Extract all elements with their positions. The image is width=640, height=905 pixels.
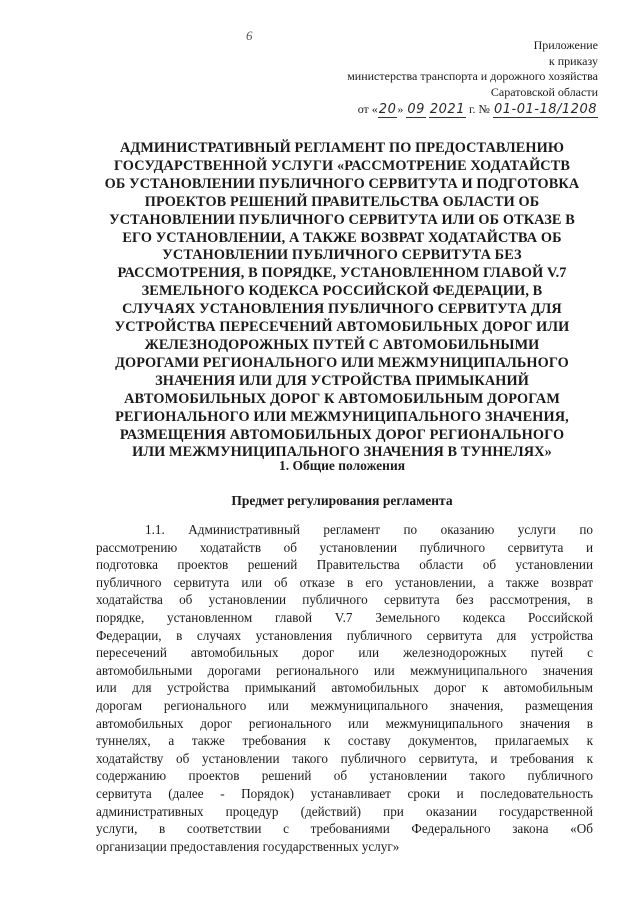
title-line: УСТРОЙСТВА ПЕРЕСЕЧЕНИЙ АВТОМОБИЛЬНЫХ ДОРОГ ИЛИ [114,319,570,336]
title-line: ИЛИ МЕЖМУНИЦИПАЛЬНОГО ЗНАЧЕНИЯ В ТУННЕЛЯХ» [132,444,552,461]
title-line: ЖЕЛЕЗНОДОРОЖНЫХ ПУТЕЙ С АВТОМОБИЛЬНЫМИ [144,336,540,353]
appendix-line: министерства транспорта и дорожного хозяйства [347,69,598,83]
appendix-block [298,38,598,118]
paragraph-1-1 [96,521,593,855]
title-line: РАЗМЕЩЕНИЯ АВТОМОБИЛЬНЫХ ДОРОГ РЕГИОНАЛЬНОГО [119,426,565,443]
paragraph-line: ходатайства об установлении публичного сервитута без рассмотрения, в [96,592,593,608]
document-title [96,140,588,462]
paragraph-line: автомобильными дорогами регионального или межмуниципального значения [96,662,593,678]
paragraph-line: услуги, в соответствии с требованиями Федерального закона «Об [96,821,593,837]
paragraph-line: содержанию проектов решений об установлении такого публичного [96,768,593,784]
title-line: ЕГО УСТАНОВЛЕНИИ, А ТАКЖЕ ВОЗВРАТ ХОДАТАЙСТВА ОБ [122,229,562,246]
page-mark: 6 [246,28,253,43]
paragraph-line: автомобильных дорог регионального или межмуниципального значения в [96,715,593,731]
order-number-handwritten: 01-01-18/1208 [494,102,597,117]
paragraph-line: дорогам регионального или межмуниципального значения, размещения [96,697,593,713]
title-line: СЛУЧАЯХ УСТАНОВЛЕНИЯ ПУБЛИЧНОГО СЕРВИТУТА ДЛЯ [122,301,562,318]
paragraph-line: туннелях, а также требования к составу документов, прилагаемых к [96,733,593,749]
title-line: РЕГИОНАЛЬНОГО ИЛИ МЕЖМУНИЦИПАЛЬНОГО ЗНАЧЕНИЯ, [115,408,569,425]
title-line: ЗНАЧЕНИЯ ИЛИ ДЛЯ УСТРОЙСТВА ПРИМЫКАНИЙ [155,372,529,389]
paragraph-line: Федерации, в случаях установления публичного сервитута для устройства [96,627,593,643]
order-reference [298,102,598,118]
appendix-line: Приложение [533,38,598,52]
paragraph-line: 1.1. Административный регламент по оказанию услуги по [145,522,593,537]
section-heading: 1. Общие положения [278,458,406,473]
title-line: УСТАНОВЛЕНИИ ПУБЛИЧНОГО СЕРВИТУТА БЕЗ [162,247,522,264]
order-day-handwritten: 20 [378,102,397,117]
title-line: АВТОМОБИЛЬНЫХ ДОРОГ К АВТОМОБИЛЬНЫМ ДОРОГАМ [124,390,560,407]
order-prefix: от « [357,102,378,116]
title-line: ЗЕМЕЛЬНОГО КОДЕКСА РОССИЙСКОЙ ФЕДЕРАЦИИ, В [141,283,543,300]
title-line: ПРОЕКТОВ РЕШЕНИЙ ПРАВИТЕЛЬСТВА ОБЛАСТИ ОБ [144,193,540,210]
paragraph-line: или для устройства примыканий автомобильных дорог к автомобильным [96,680,593,696]
order-suffix: г. № [465,102,491,116]
paragraph-line: организации предоставления государственных услуг» [96,838,400,854]
appendix-line: Саратовской области [490,84,598,99]
paragraph-line: публичного сервитута или об отказе в его установлении, а также возврат [96,574,593,590]
paragraph-line: порядке, установленном главой V.7 Земельного кодекса Российской [96,609,593,625]
subsection-heading: Предмет регулирования регламента [231,493,453,508]
paragraph-line: ходатайству об установлении такого публичного сервитута, и требования к [96,750,593,766]
order-mid: » [397,102,407,116]
appendix-line: к приказу [548,53,598,68]
order-year-handwritten: 2021 [429,102,465,117]
paragraph-line: подготовка проектов решений Правительства области об установлении [96,557,593,573]
order-month-handwritten: 09 [407,102,425,117]
title-line: ГОСУДАРСТВЕННОЙ УСЛУГИ «РАССМОТРЕНИЕ ХОДАТАЙСТВ [113,157,571,174]
title-line: АДМИНИСТРАТИВНЫЙ РЕГЛАМЕНТ ПО ПРЕДОСТАВЛЕНИЮ [119,140,565,156]
title-line: ДОРОГАМИ РЕГИОНАЛЬНОГО ИЛИ МЕЖМУНИЦИПАЛЬНОГО [115,354,569,371]
title-line: РАССМОТРЕНИЯ, В ПОРЯДКЕ, УСТАНОВЛЕННОМ ГЛАВОЙ V.7 [117,265,567,282]
paragraph-line: рассмотрению ходатайств об установлении публичного сервитута и [96,539,593,555]
title-line: УСТАНОВЛЕНИИ ПУБЛИЧНОГО СЕРВИТУТА ИЛИ ОБ ОТКАЗЕ В [109,211,575,228]
title-line: ОБ УСТАНОВЛЕНИИ ПУБЛИЧНОГО СЕРВИТУТА И ПОДГОТОВКА [104,175,580,192]
paragraph-line: сервитута (далее - Порядок) устанавливает сроки и последовательность [96,785,593,801]
paragraph-line: пересечений автомобильных дорог или железнодорожных путей с [96,645,593,661]
paragraph-line: административных процедур (действий) при оказании государственной [96,803,593,819]
